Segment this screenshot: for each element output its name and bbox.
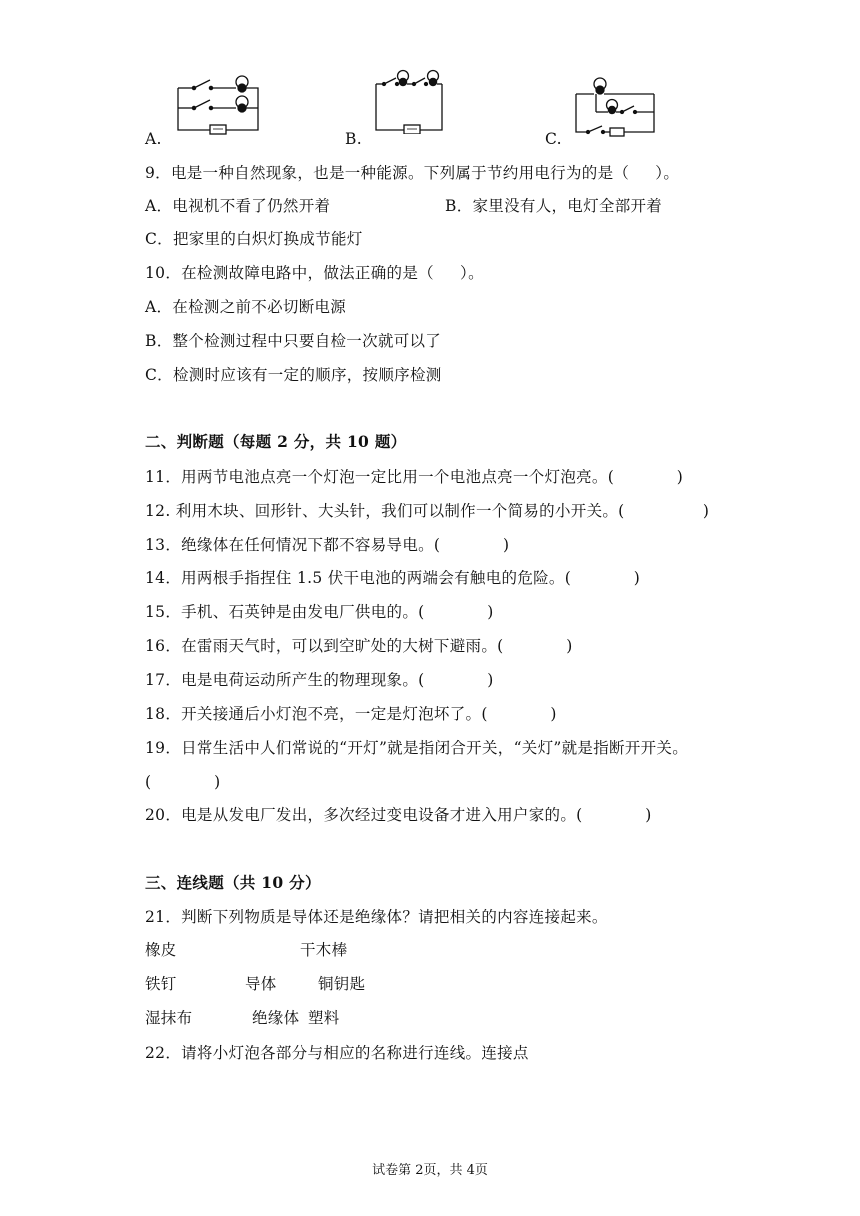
judgment-item: 14．用两根手指捏住 1.5 伏干电池的两端会有触电的危险。( ) bbox=[145, 569, 641, 587]
section3-title: 三、连线题（共 10 分） bbox=[145, 873, 321, 892]
match-item-right: 干木棒 bbox=[300, 941, 348, 959]
q21-stem: 21．判断下列物质是导体还是绝缘体？请把相关的内容连接起来。 bbox=[145, 908, 608, 926]
judgment-item: 15．手机、石英钟是由发电厂供电的。( ) bbox=[145, 603, 494, 621]
judgment-item: 13．绝缘体在任何情况下都不容易导电。( ) bbox=[145, 536, 510, 554]
match-item-left: 铁钉 bbox=[145, 975, 177, 993]
q9-option-c: C．把家里的白炽灯换成节能灯 bbox=[145, 230, 363, 248]
q22-stem: 22．请将小灯泡各部分与相应的名称进行连线。连接点 bbox=[145, 1044, 529, 1062]
q10-option-c: C．检测时应该有一定的顺序，按顺序检测 bbox=[145, 366, 442, 384]
match-category: 绝缘体 bbox=[252, 1009, 300, 1027]
page-footer: 试卷第 2页，共 4页 bbox=[372, 1163, 488, 1178]
q9-stem: 9．电是一种自然现象，也是一种能源。下列属于节约用电行为的是（ ）。 bbox=[145, 164, 680, 182]
circuit-diagram-a bbox=[170, 68, 266, 138]
judgment-item: 11．用两节电池点亮一个灯泡一定比用一个电池点亮一个灯泡亮。( ) bbox=[145, 468, 684, 486]
circuit-diagram-b bbox=[370, 66, 450, 134]
judgment-item: 16．在雷雨天气时，可以到空旷处的大树下避雨。( ) bbox=[145, 637, 573, 655]
q10-option-b: B．整个检测过程中只要自检一次就可以了 bbox=[145, 332, 442, 350]
judgment-item: 12. 利用木块、回形针、大头针，我们可以制作一个简易的小开关。( ) bbox=[145, 502, 710, 520]
judgment-item: 17．电是电荷运动所产生的物理现象。( ) bbox=[145, 671, 494, 689]
match-item-right: 铜钥匙 bbox=[318, 975, 366, 993]
q10-option-a: A．在检测之前不必切断电源 bbox=[145, 298, 347, 316]
match-item-right: 塑料 bbox=[308, 1009, 340, 1027]
option-c-label: C. bbox=[545, 130, 562, 148]
match-item-left: 湿抹布 bbox=[145, 1009, 193, 1027]
option-a-label: A. bbox=[145, 130, 162, 148]
match-category: 导体 bbox=[245, 975, 277, 993]
judgment-item: 20．电是从发电厂发出，多次经过变电设备才进入用户家的。( ) bbox=[145, 806, 652, 824]
judgment-item: 18．开关接通后小灯泡不亮，一定是灯泡坏了。( ) bbox=[145, 705, 557, 723]
q9-option-b: B．家里没有人，电灯全部开着 bbox=[445, 197, 663, 215]
option-b-label: B. bbox=[345, 130, 362, 148]
q10-stem: 10．在检测故障电路中，做法正确的是（ ）。 bbox=[145, 264, 484, 282]
match-item-left: 橡皮 bbox=[145, 941, 177, 959]
q9-option-a: A．电视机不看了仍然开着 bbox=[145, 197, 331, 215]
judgment-item: 19．日常生活中人们常说的“开灯”就是指闭合开关，“关灯”就是指断开开关。 bbox=[145, 739, 689, 757]
judgment-item-continuation: ( ) bbox=[145, 773, 221, 791]
section2-title: 二、判断题（每题 2 分，共 10 题） bbox=[145, 432, 407, 451]
circuit-diagram-c bbox=[568, 72, 660, 138]
